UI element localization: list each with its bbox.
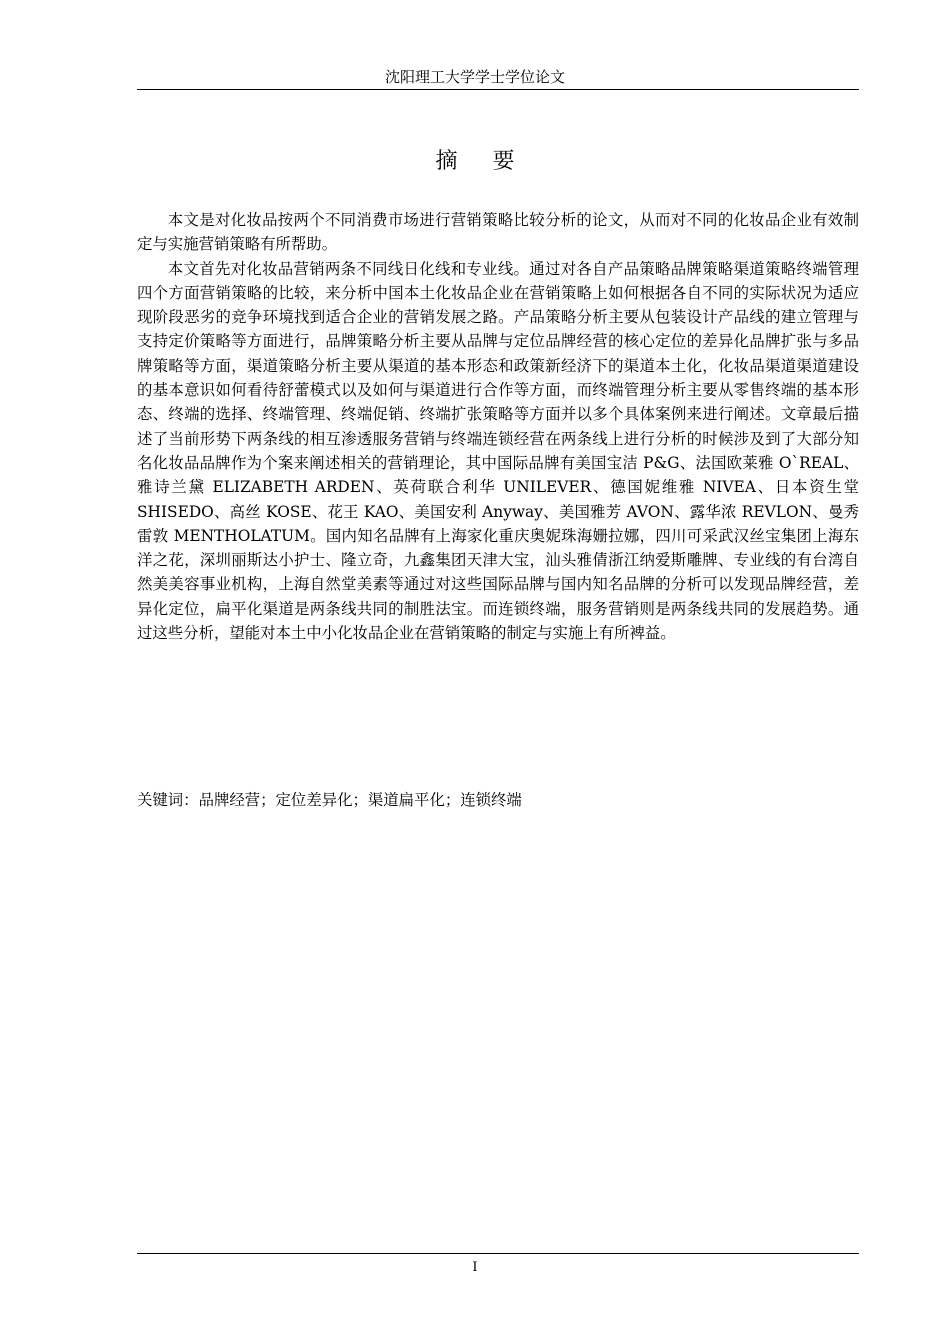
keywords-text: 品牌经营；定位差异化；渠道扁平化；连锁终端 [198,791,522,809]
page-number: I [472,1260,478,1275]
footer-rule [137,1253,859,1254]
header-rule [137,89,859,90]
abstract-body [137,208,859,645]
abstract-heading: 摘 要 [435,149,529,174]
abstract-paragraph-2: 本文首先对化妆品营销两条不同线日化线和专业线。通过对各自产品策略品牌策略渠道策略终端管理四个方面营销策略的比较，来分析中国本土化妆品企业在营销策略上如何根据各自不同的实际状况为适应现阶段恶劣的竞争环境找到适合企业的营销发展之路。产品策略分析主要从包装设计产品线的建立管理与支持定价策略等方面进行，品牌策略分析主要从品牌与定位品牌经营的核心定位的差异化品牌扩张与多品牌策略等方面，渠道策略分析主要从渠道的基本形态和政策新经济下的渠道本土化，化妆品渠道渠道建设的基本意识如何看待舒蕾模式以及如何与渠道进行合作等方面，而终端管理分析主要从零售终端的基本形态、终端的选择、终端管理、终端促销、终端扩张策略等方面并以多个具体案例来进行阐述。文章最后描述了当前形势下两条线的相互渗透服务营销与终端连锁经营在两条线上进行分析的时候涉及到了大部分知名化妆品品牌作为个案来阐述相关的营销理论，其中国际品牌有美国宝洁 P&G、法国欧莱雅 O`REAL、雅诗兰黛 ELIZABETH ARDEN、英荷联合利华 UNILEVER、德国妮维雅 NIVEA、日本资生堂 SHISEDO、高丝 KOSE、花王 KAO、美国安利 Anyway、美国雅芳 AVON、露华浓 REVLON、曼秀雷敦 MENTHOLATUM。国内知名品牌有上海家化重庆奥妮珠海姗拉娜，四川可采武汉丝宝集团上海东洋之花，深圳丽斯达小护士、隆立奇，九鑫集团天津大宝，汕头雅倩浙江纳爱斯雕牌、专业线的有台湾自然美美容事业机构，上海自然堂美素等通过对这些国际品牌与国内知名品牌的分析可以发现品牌经营，差异化定位，扁平化渠道是两条线共同的制胜法宝。而连锁终端，服务营销则是两条线共同的发展趋势。通过这些分析，望能对本土中小化妆品企业在营销策略的制定与实施上有所裨益。 [137,259,859,643]
abstract-paragraph-1: 本文是对化妆品按两个不同消费市场进行营销策略比较分析的论文，从而对不同的化妆品企业有效制定与实施营销策略有所帮助。 [137,211,859,254]
keywords-label: 关键词： [137,791,199,809]
keywords-line [137,788,859,812]
running-header: 沈阳理工大学学士学位论文 [384,68,565,86]
